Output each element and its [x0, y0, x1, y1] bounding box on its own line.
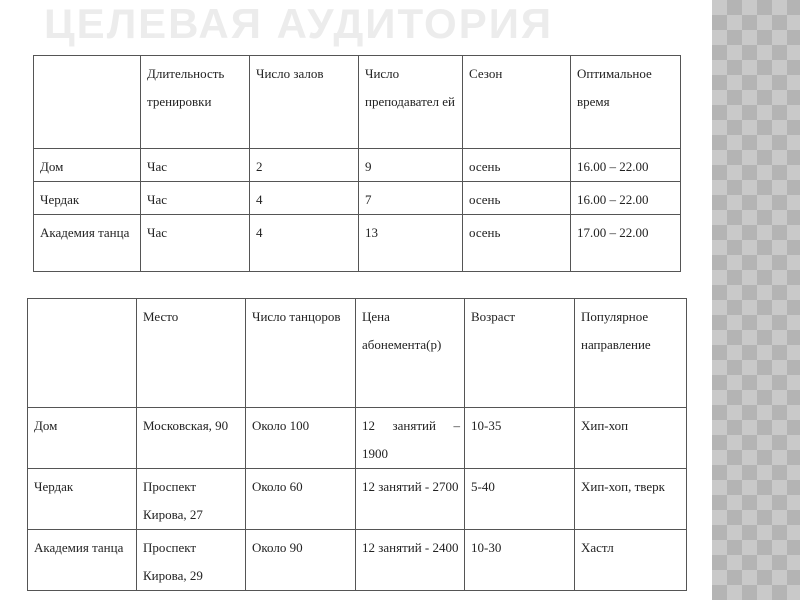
- table-cell: 4: [250, 182, 359, 215]
- table-cell: 2: [250, 149, 359, 182]
- table-row: [34, 182, 681, 215]
- table-cell: Час: [141, 182, 250, 215]
- table-cell: 9: [359, 149, 463, 182]
- table-cell: Около 90: [246, 530, 356, 591]
- table-cell: 10-30: [465, 530, 575, 591]
- header-cell-price: Цена абонемента(р): [356, 299, 465, 408]
- header-cell-teachers: Число преподавател ей: [359, 56, 463, 149]
- table-cell: Хип-хоп: [575, 408, 687, 469]
- header-cell-empty: [34, 56, 141, 149]
- row-label: Чердак: [28, 469, 137, 530]
- row-label: Академия танца: [34, 215, 141, 272]
- table-cell: 4: [250, 215, 359, 272]
- row-label: Академия танца: [28, 530, 137, 591]
- table-cell: Около 60: [246, 469, 356, 530]
- table-cell: 12 занятий - 2700: [356, 469, 465, 530]
- table-cell: осень: [463, 149, 571, 182]
- header-cell-season: Сезон: [463, 56, 571, 149]
- row-label: Чердак: [34, 182, 141, 215]
- table-cell: Проспект Кирова, 29: [137, 530, 246, 591]
- table-cell: 7: [359, 182, 463, 215]
- table-row: [28, 530, 687, 591]
- table-cell: 12 занятий - 2400: [356, 530, 465, 591]
- table-cell: Час: [141, 215, 250, 272]
- header-cell-age: Возраст: [465, 299, 575, 408]
- table-cell: Проспект Кирова, 27: [137, 469, 246, 530]
- table-cell: Около 100: [246, 408, 356, 469]
- table-cell: 16.00 – 22.00: [571, 182, 681, 215]
- table-header-row: [28, 299, 687, 408]
- header-cell-optimal-time: Оптимальное время: [571, 56, 681, 149]
- table-cell: Час: [141, 149, 250, 182]
- row-label: Дом: [28, 408, 137, 469]
- slide-title: ЦЕЛЕВАЯ АУДИТОРИЯ: [44, 0, 554, 47]
- table-cell: Хастл: [575, 530, 687, 591]
- table-cell: 12 занятий – 1900: [356, 408, 465, 469]
- table-cell: 10-35: [465, 408, 575, 469]
- header-cell-dancers: Число танцоров: [246, 299, 356, 408]
- table-header-row: [34, 56, 681, 149]
- table-row: [34, 149, 681, 182]
- training-schedule-table: [33, 55, 681, 272]
- header-cell-halls: Число залов: [250, 56, 359, 149]
- table-cell: 17.00 – 22.00: [571, 215, 681, 272]
- row-label: Дом: [34, 149, 141, 182]
- table-row: [28, 469, 687, 530]
- header-cell-duration: Длительность тренировки: [141, 56, 250, 149]
- header-cell-empty: [28, 299, 137, 408]
- decorative-side-pattern: [712, 0, 800, 600]
- table-row: [28, 408, 687, 469]
- header-cell-location: Место: [137, 299, 246, 408]
- table-cell: 13: [359, 215, 463, 272]
- header-cell-popular-style: Популярное направление: [575, 299, 687, 408]
- table-cell: осень: [463, 215, 571, 272]
- table-cell: 5-40: [465, 469, 575, 530]
- table-row: [34, 215, 681, 272]
- table-cell: Московская, 90: [137, 408, 246, 469]
- studio-info-table: [27, 298, 687, 591]
- table-cell: 16.00 – 22.00: [571, 149, 681, 182]
- table-cell: осень: [463, 182, 571, 215]
- table-cell: Хип-хоп, тверк: [575, 469, 687, 530]
